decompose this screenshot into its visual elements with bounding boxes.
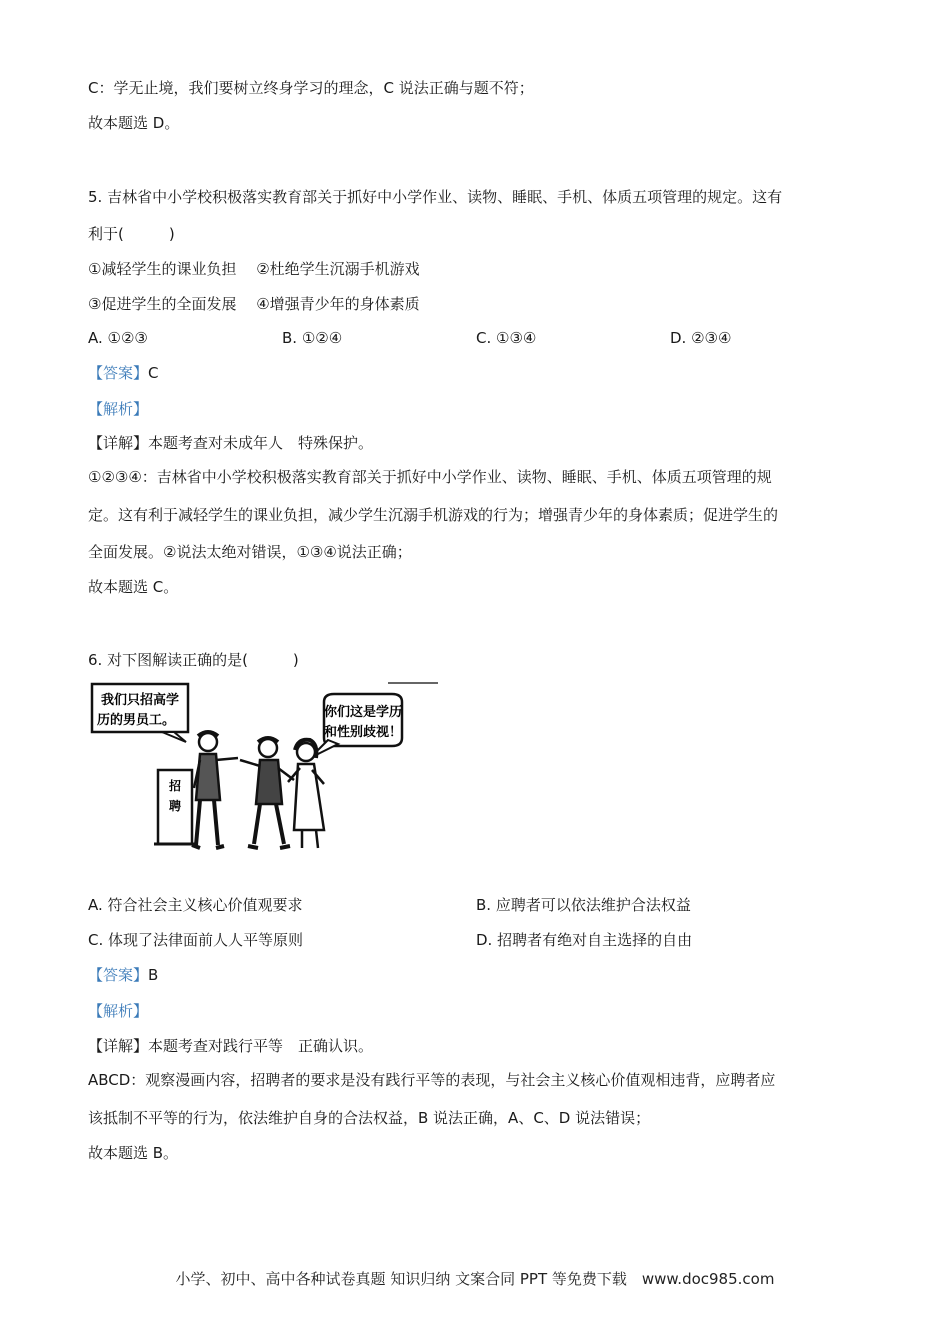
question-5-items: ③促进学生的全面发展 ④增强青少年的身体素质 (88, 295, 420, 313)
sign-char-2: 聘 (168, 799, 182, 813)
question-6-option-d: D. 招聘者有绝对自主选择的自由 (476, 931, 693, 949)
question-6-stem: 6. 对下图解读正确的是( ) (88, 651, 299, 669)
question-6-option-b: B. 应聘者可以依法维护合法权益 (476, 896, 691, 914)
question-5-items: ①减轻学生的课业负担 ②杜绝学生沉溺手机游戏 (88, 260, 420, 278)
bubble-right-line-1: 你们这是学历 (323, 705, 403, 720)
recruiter-figure (192, 732, 238, 848)
answer-tag: 【答案】 (88, 364, 149, 382)
page-footer: 小学、初中、高中各种试卷真题 知识归纳 文案合同 PPT 等免费下载 www.doc985.com (175, 1270, 775, 1288)
question-5-explanation: ①②③④：吉林省中小学校积极落实教育部关于抓好中小学作业、读物、睡眠、手机、体质五项管理的规 (88, 468, 772, 486)
recruitment-cartoon (88, 680, 438, 860)
answer-value: C (148, 364, 159, 382)
answer-value: B (148, 966, 159, 984)
question-6-explanation: 该抵制不平等的行为，依法维护自身的合法权益，B 说法正确，A、C、D 说法错误； (88, 1109, 651, 1127)
question-6-option-c: C. 体现了法律面前人人平等原则 (88, 931, 304, 949)
question-6-explanation: ABCD：观察漫画内容，招聘者的要求是没有践行平等的表现，与社会主义核心价值观相违背，应聘者应 (88, 1071, 776, 1089)
applicant-female-figure (288, 740, 324, 848)
question-5-conclusion: 故本题选 C。 (88, 578, 179, 596)
question-6-conclusion: 故本题选 B。 (88, 1144, 179, 1162)
bubble-left-line-1: 我们只招高学 (100, 693, 180, 708)
sign-char-1: 招 (168, 779, 182, 793)
question-6-detail: 【详解】本题考查对践行平等 正确认识。 (88, 1037, 374, 1055)
question-5-stem-cont: 利于( ) (88, 225, 175, 243)
question-5-answer (88, 363, 159, 383)
question-5-detail: 【详解】本题考查对未成年人 特殊保护。 (88, 434, 374, 452)
question-6-answer (88, 965, 158, 985)
question-5-explanation: 定。这有利于减轻学生的课业负担，减少学生沉溺手机游戏的行为；增强青少年的身体素质；促进学生的 (88, 506, 779, 524)
question-5-option-a: A. ①②③ (88, 329, 148, 347)
question-5-explanation: 全面发展。②说法太绝对错误，①③④说法正确； (88, 543, 412, 561)
question-6-option-a: A. 符合社会主义核心价值观要求 (88, 896, 303, 914)
question-5-option-b: B. ①②④ (282, 329, 343, 347)
answer-tag: 【答案】 (88, 966, 149, 984)
applicant-male-figure (240, 738, 294, 848)
bubble-right-line-2: 和性别歧视！ (323, 725, 403, 740)
question-5-stem: 5. 吉林省中小学校积极落实教育部关于抓好中小学作业、读物、睡眠、手机、体质五项管理的规定。这有 (88, 188, 783, 206)
question-5-option-d: D. ②③④ (670, 329, 732, 347)
text-line: C：学无止境，我们要树立终身学习的理念，C 说法正确与题不符； (88, 79, 534, 97)
question-5-option-c: C. ①③④ (476, 329, 537, 347)
bubble-left-line-2: 历的男员工。 (96, 713, 176, 728)
conclusion-line: 故本题选 D。 (88, 114, 180, 132)
question-6-analysis-tag: 【解析】 (88, 1002, 149, 1020)
question-5-analysis-tag: 【解析】 (88, 400, 149, 418)
